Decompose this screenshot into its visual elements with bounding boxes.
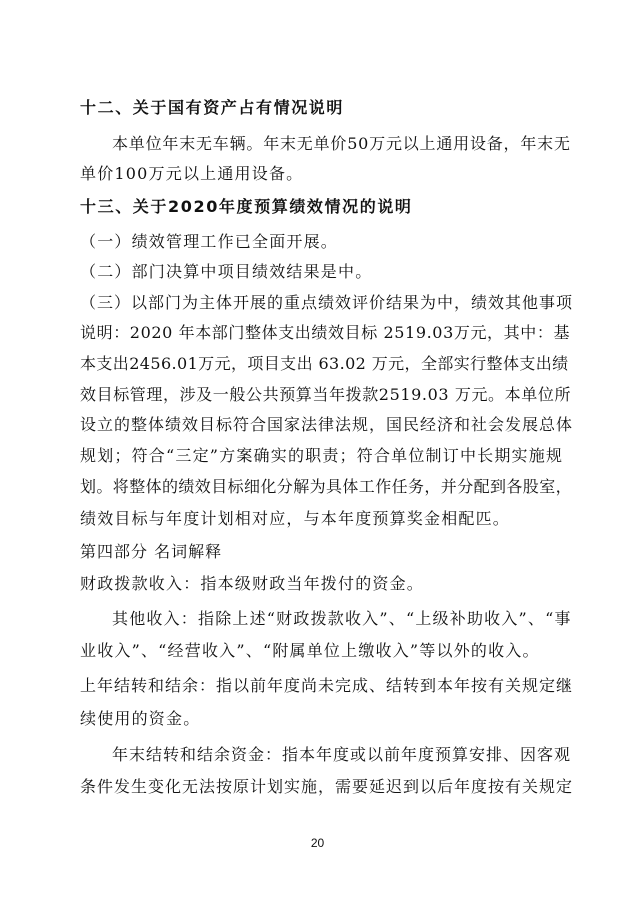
section-12-heading: 十二、关于国有资产占有情况说明 — [80, 98, 345, 117]
section-13-item-3-line-3: 本支出2456.01万元，项目支出 63.02 万元，全部实行整体支出绩 — [80, 354, 569, 373]
section-12-line-1: 本单位年末无车辆。年末无单价50万元以上通用设备，年末无 — [112, 134, 571, 153]
section-13-item-3-line-2: 说明：2020 年本部门整体支出绩效目标 2519.03万元，其中：基 — [80, 323, 571, 342]
section-13-item-3-line-1: （三）以部门为主体开展的重点绩效评价结果为中，绩效其他事项 — [80, 293, 574, 312]
definition-4-line-2: 条件发生变化无法按原计划实施，需要延迟到以后年度按有关规定 — [80, 777, 574, 796]
definition-1: 财政拨款收入：指本级财政当年拨付的资金。 — [80, 574, 425, 593]
section-13-item-3-line-6: 规划；符合“三定”方案确实的职责；符合单位制订中长期实施规 — [80, 446, 564, 465]
definition-3-line-2: 续使用的资金。 — [80, 709, 201, 728]
part-4-heading: 第四部分 名词解释 — [80, 542, 223, 561]
definition-4-line-1: 年末结转和结余资金：指本年度或以前年度预算安排、因客观 — [112, 745, 572, 764]
section-13-item-3-line-8: 绩效目标与年度计划相对应，与本年度预算奖金相配匹。 — [80, 509, 511, 528]
section-13-item-3-line-7: 划。将整体的绩效目标细化分解为具体工作任务，并分配到各股室， — [80, 477, 573, 496]
section-12-line-2: 单价100万元以上通用设备。 — [80, 164, 304, 183]
definition-3-line-1: 上年结转和结余：指以前年度尚未完成、结转到本年按有关规定继 — [80, 676, 574, 695]
section-13-item-3-line-4: 效目标管理，涉及一般公共预算当年拨款2519.03 万元。本单位所 — [80, 385, 572, 404]
definition-2-line-1: 其他收入：指除上述“财政拨款收入”、“上级补助收入”、“事 — [112, 609, 572, 628]
definition-2-line-2: 业收入”、“经营收入”、“附属单位上缴收入”等以外的收入。 — [80, 641, 540, 660]
section-13-heading: 十三、关于2020年度预算绩效情况的说明 — [80, 197, 413, 216]
section-13-item-1: （一）绩效管理工作已全面开展。 — [80, 232, 339, 251]
section-13-item-2: （二）部门决算中项目绩效结果是中。 — [80, 262, 373, 281]
section-13-item-3-line-5: 设立的整体绩效目标符合国家法律法规，国民经济和社会发展总体 — [80, 415, 574, 434]
page-number: 20 — [310, 836, 325, 850]
